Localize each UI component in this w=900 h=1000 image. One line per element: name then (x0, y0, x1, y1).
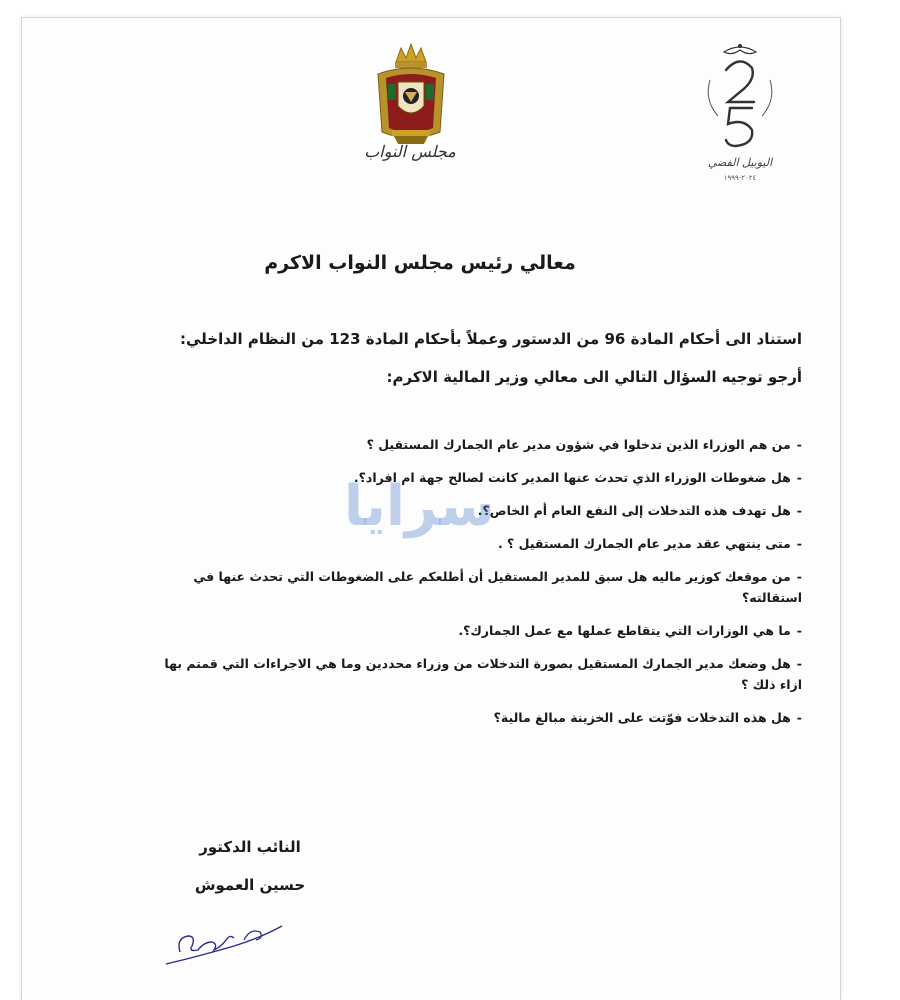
question-item: -هل تهدف هذه التدخلات إلى النفع العام أم الخاص؟. (477, 503, 802, 518)
question-item: -من موقعك كوزير ماليه هل سبق للمدير المستقيل أن أطلعكم على الضغوطات التي تحدث عنها في استقالته؟ (193, 569, 802, 605)
question-text: هل وضعك مدير الجمارك المستقيل بصورة التدخلات من وزراء محددين وما هي الاجراءات التي قمتم بها ازاء ذلك ؟ (164, 656, 802, 692)
question-text: هل تهدف هذه التدخلات إلى النفع العام أم الخاص؟. (477, 503, 791, 518)
question-item: -من هم الوزراء الذين تدخلوا في شؤون مدير عام الجمارك المستقيل ؟ (366, 437, 802, 452)
question-text: متى ينتهي عقد مدير عام الجمارك المستقيل ؟ . (497, 536, 791, 551)
jubilee-label: اليوبيل الفضي (707, 156, 773, 169)
council-name: مجلس النواب (364, 142, 456, 161)
watermark-logo: سرايا (343, 474, 495, 539)
jubilee-25-icon (700, 40, 780, 156)
intro-line-request: أرجو توجيه السؤال التالي الى معالي وزير المالية الاكرم: (386, 368, 802, 386)
question-item: -متى ينتهي عقد مدير عام الجمارك المستقيل ؟ . (497, 536, 802, 551)
handwritten-signature (160, 912, 290, 972)
question-item: -هل وضعك مدير الجمارك المستقيل بصورة التدخلات من وزراء محددين وما هي الاجراءات التي قمتم بها ازاء ذلك ؟ (164, 656, 802, 692)
jubilee-years: ٢٠٢٤-١٩٩٩ (723, 174, 757, 182)
letter-addressee: معالي رئيس مجلس النواب الاكرم (264, 252, 576, 274)
question-item: -هل ضغوطات الوزراء الذي تحدث عنها المدير كانت لصالح جهة ام افراد؟. (353, 470, 802, 485)
royal-crest-icon (368, 40, 454, 150)
question-item: -ما هي الوزارات التي يتقاطع عملها مع عمل الجمارك؟. (458, 623, 802, 638)
question-text: هل ضغوطات الوزراء الذي تحدث عنها المدير كانت لصالح جهة ام افراد؟. (353, 470, 791, 485)
question-text: هل هذه التدخلات فوّتت على الخزينة مبالغ مالية؟ (493, 710, 791, 725)
silver-jubilee-logo (700, 40, 780, 200)
question-text: من هم الوزراء الذين تدخلوا في شؤون مدير عام الجمارك المستقيل ؟ (366, 437, 791, 452)
question-text: من موقعك كوزير ماليه هل سبق للمدير المستقيل أن أطلعكم على الضغوطات التي تحدث عنها في استقالته؟ (193, 569, 802, 605)
question-item: -هل هذه التدخلات فوّتت على الخزينة مبالغ مالية؟ (493, 710, 802, 725)
question-text: ما هي الوزارات التي يتقاطع عملها مع عمل الجمارك؟. (458, 623, 791, 638)
signatory-name: حسين العموش (194, 876, 306, 894)
signatory-title: النائب الدكتور (199, 838, 301, 856)
intro-line-constitution: استناد الى أحكام المادة 96 من الدستور وعملاً بأحكام المادة 123 من النظام الداخلي: (179, 330, 802, 348)
